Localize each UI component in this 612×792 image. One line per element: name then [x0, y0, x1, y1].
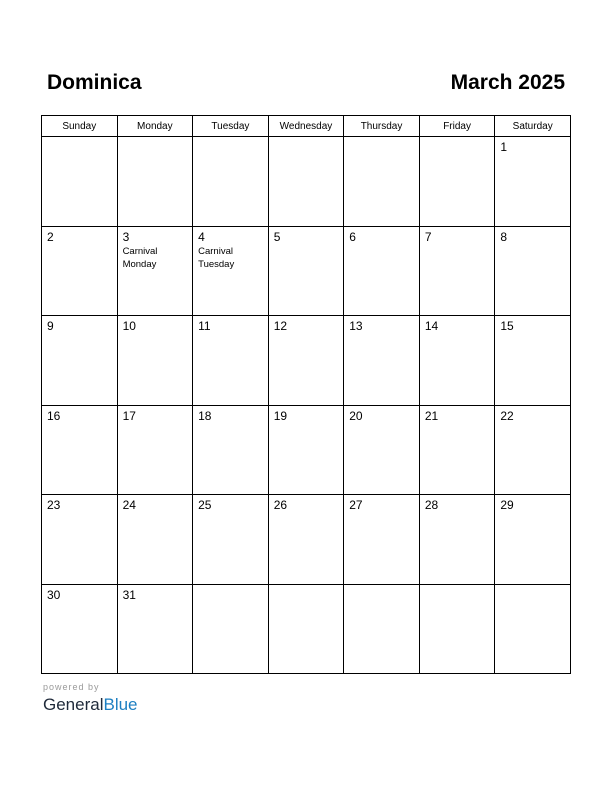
- empty-day-cell: [193, 584, 269, 674]
- day-cell: [117, 316, 193, 406]
- weekday-sunday: Sunday: [42, 116, 118, 137]
- day-cell: [344, 405, 420, 495]
- footer-branding: [43, 682, 138, 716]
- day-number: 2: [47, 229, 54, 244]
- empty-day-cell: [495, 584, 571, 674]
- day-cell: [268, 226, 344, 316]
- day-cell: [42, 316, 118, 406]
- week-row: [42, 405, 571, 495]
- empty-day-cell: [344, 584, 420, 674]
- day-cell: [42, 226, 118, 316]
- day-number: 25: [198, 498, 212, 512]
- day-number: 13: [349, 319, 363, 333]
- day-number: 3: [122, 229, 130, 244]
- day-number: 9: [47, 319, 54, 333]
- day-cell: [495, 405, 571, 495]
- day-cell: [495, 226, 571, 316]
- calendar-grid: [41, 115, 571, 674]
- day-number: 24: [122, 498, 136, 512]
- day-cell: [42, 584, 118, 674]
- day-number: 19: [273, 408, 288, 423]
- day-cell: [193, 495, 269, 585]
- day-cell: [344, 495, 420, 585]
- empty-day-cell: [117, 137, 193, 227]
- day-cell: [419, 405, 495, 495]
- day-cell: [193, 405, 269, 495]
- day-cell: [495, 137, 571, 227]
- day-cell: [117, 226, 193, 316]
- week-row: [42, 495, 571, 585]
- day-cell: [495, 316, 571, 406]
- empty-day-cell: [268, 137, 344, 227]
- day-number: 20: [349, 408, 363, 423]
- empty-day-cell: [419, 137, 495, 227]
- powered-by-text: powered by: [43, 682, 100, 692]
- brand-logo: [43, 694, 138, 716]
- day-number: 12: [273, 319, 288, 333]
- day-cell: [419, 226, 495, 316]
- day-number: 1: [500, 140, 508, 154]
- empty-day-cell: [419, 584, 495, 674]
- day-number: 15: [500, 319, 514, 333]
- day-cell: [42, 495, 118, 585]
- day-cell: [193, 226, 269, 316]
- country-title: Dominica: [47, 71, 142, 94]
- day-cell: [117, 584, 193, 674]
- day-number: 30: [47, 587, 61, 602]
- day-number: 18: [198, 408, 212, 423]
- weekday-saturday: Saturday: [495, 116, 571, 137]
- day-number: 16: [47, 408, 61, 423]
- day-cell: [268, 495, 344, 585]
- day-number: 11: [198, 319, 211, 333]
- day-number: 26: [273, 498, 288, 512]
- day-cell: [419, 495, 495, 585]
- brand-general-text: General: [43, 695, 104, 714]
- day-cell: [193, 316, 269, 406]
- day-number: 4: [198, 229, 205, 244]
- day-number: 8: [500, 229, 508, 244]
- week-row: [42, 226, 571, 316]
- day-number: 7: [424, 229, 432, 244]
- month-title: March 2025: [450, 71, 565, 94]
- day-number: 6: [349, 229, 356, 244]
- day-cell: [117, 495, 193, 585]
- weekday-thursday: Thursday: [344, 116, 420, 137]
- day-number: 5: [273, 229, 281, 244]
- day-number: 10: [122, 319, 136, 333]
- weekday-monday: Monday: [117, 116, 193, 137]
- day-cell: [268, 405, 344, 495]
- day-cell: [117, 405, 193, 495]
- week-row: [42, 584, 571, 674]
- day-cell: [42, 405, 118, 495]
- holiday-label: Carnival Monday: [122, 245, 158, 270]
- holiday-label: Carnival Tuesday: [198, 245, 235, 270]
- day-number: 27: [349, 498, 363, 512]
- day-cell: [344, 316, 420, 406]
- empty-day-cell: [42, 137, 118, 227]
- day-number: 28: [424, 498, 439, 512]
- empty-day-cell: [193, 137, 269, 227]
- day-number: 14: [424, 319, 439, 333]
- weekday-tuesday: Tuesday: [193, 116, 269, 137]
- day-number: 23: [47, 498, 61, 512]
- weekday-friday: Friday: [419, 116, 495, 137]
- day-cell: [344, 226, 420, 316]
- day-number: 17: [122, 408, 136, 423]
- weekday-wednesday: Wednesday: [268, 116, 344, 137]
- day-number: 31: [122, 587, 136, 602]
- day-cell: [268, 316, 344, 406]
- title-row: [47, 71, 565, 99]
- day-number: 29: [500, 498, 514, 512]
- day-number: 21: [424, 408, 439, 423]
- day-cell: [419, 316, 495, 406]
- brand-blue-text: Blue: [103, 695, 138, 714]
- empty-day-cell: [268, 584, 344, 674]
- empty-day-cell: [344, 137, 420, 227]
- week-row: [42, 316, 571, 406]
- day-cell: [495, 495, 571, 585]
- week-row: [42, 137, 571, 227]
- weekday-header-row: [42, 116, 571, 137]
- day-number: 22: [500, 408, 514, 423]
